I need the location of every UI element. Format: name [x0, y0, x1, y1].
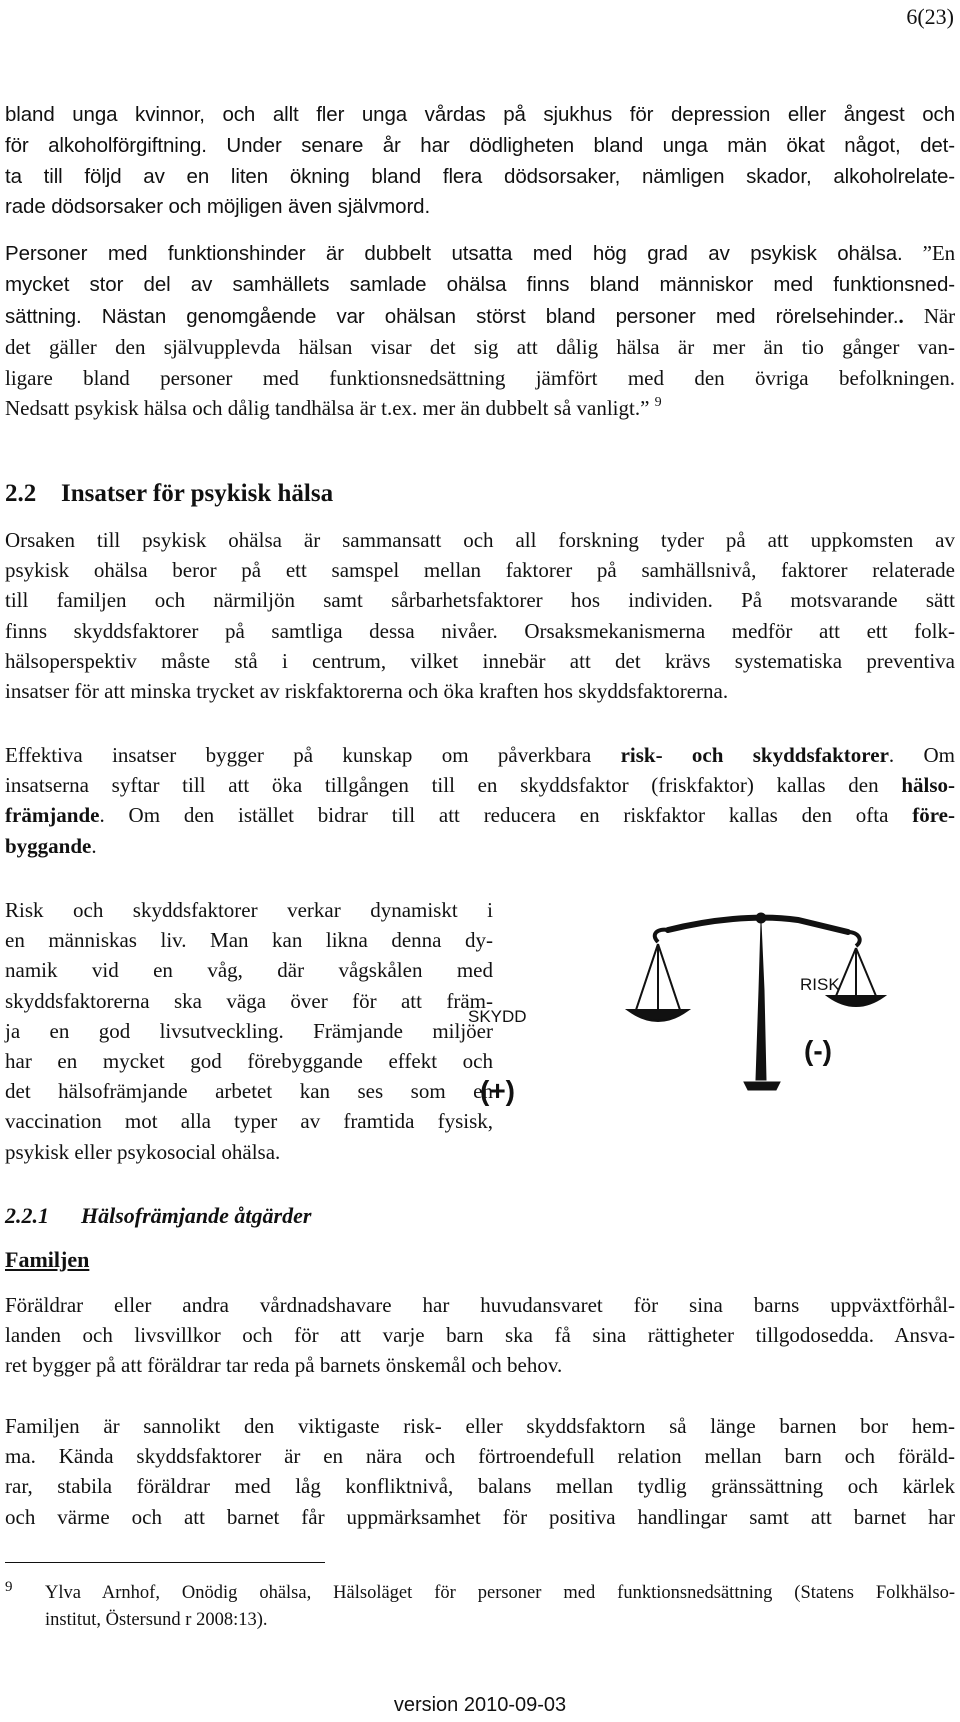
bold-period: .	[898, 303, 904, 328]
page-number: 6(23)	[906, 4, 954, 29]
text-line: en människas liv. Man kan likna denna dy-	[5, 928, 493, 953]
subsection-heading	[5, 1203, 311, 1229]
text-span: Nedsatt psykisk hälsa och dålig tandhälsa är t.ex. mer än dubbelt så vanligt.”	[5, 395, 650, 420]
text-line	[5, 301, 955, 333]
section-number: 2.2	[5, 480, 37, 507]
text-line: rar, stabila föräldrar med låg konfliktnivå, balans mellan tydlig gränssättning och kärlek	[5, 1474, 955, 1499]
balance-scale-icon	[628, 913, 884, 1090]
plus-sign: (+)	[480, 1075, 515, 1106]
risk-label: RISK	[800, 975, 840, 994]
text-span: Effektiva insatser bygger på kunskap om påverkbara	[5, 743, 621, 767]
text-line: Föräldrar eller andra vårdnadshavare har huvudansvaret för sina barns uppväxtförhål-	[5, 1293, 955, 1317]
text-line	[5, 831, 955, 861]
intro-paragraph	[5, 100, 955, 223]
text-span: Personer med funktionshinder är dubbelt utsatta med hög grad av psykisk ohälsa.	[5, 242, 903, 265]
bold-term: hälso-	[901, 773, 955, 798]
text-line: ma. Kända skyddsfaktorer är en nära och förtroendefull relation mellan barn och föräld-	[5, 1444, 955, 1469]
text-line: vaccination mot alla typer av framtida fysisk,	[5, 1109, 493, 1134]
text-line: hälsoperspektiv måste stå i centrum, vilket innebär att det krävs systematiska preventiva	[5, 648, 955, 673]
text-line: Orsaken till psykisk ohälsa är sammansatt och all forskning tyder på att uppkomsten av	[5, 528, 955, 552]
text-line: skyddsfaktorerna ska väga över för att främ-	[5, 988, 493, 1013]
footnote-text	[45, 1580, 955, 1634]
bold-term: byggande	[5, 833, 92, 858]
text-span: sättning. Nästan genomgående var ohälsan störst bland personer med rörelsehinder.	[5, 304, 899, 328]
text-line	[5, 800, 955, 830]
footnote-number: 9	[5, 1579, 13, 1595]
text-line: har en mycket god förebyggande effekt och	[5, 1049, 493, 1074]
text-line: finns skyddsfaktorer på samtliga dessa nivåer. Orsaksmekanismerna medför att ett folk-	[5, 618, 955, 643]
text-line: mycket stor del av samhällets samlade ohälsa finns bland människor med funktionsned-	[5, 272, 955, 296]
text-line: institut, Östersund r 2008:13).	[45, 1610, 268, 1630]
text-span: . Om	[888, 743, 955, 767]
text-span: När	[923, 303, 955, 328]
disability-paragraph	[5, 238, 955, 423]
text-line: insatser för att minska trycket av riskfaktorerna och öka kraften hos skyddsfaktorerna.	[5, 679, 729, 704]
text-line	[5, 740, 955, 770]
section-heading	[5, 480, 333, 508]
section-title: Insatser för psykisk hälsa	[61, 480, 334, 507]
text-line: Ylva Arnhof, Onödig ohälsa, Hälsoläget för personer med funktionsnedsättning (Statens Folkhälso-	[45, 1583, 955, 1603]
footnote-ref: 9	[654, 394, 662, 410]
text-line: och värme och att barnet får uppmärksamhet för positiva handlingar samt att barnet har	[5, 1504, 955, 1529]
familjen-paragraph-2	[5, 1411, 955, 1532]
text-line: det gäller den självupplevda hälsan visar det sig att dålig hälsa är mer än tio gånger van-	[5, 335, 955, 360]
text-line: psykisk eller psykosocial ohälsa.	[5, 1139, 281, 1164]
text-line: för alkoholförgiftning. Under senare år har dödligheten bland unga män ökat något, det-	[5, 133, 955, 157]
balance-scale-figure	[468, 910, 948, 1130]
bold-term: främjande	[5, 803, 100, 828]
text-line: ta till följd av en liten ökning bland flera dödsorsaker, nämligen skador, alkoholrelate-	[5, 164, 955, 188]
text-span: insatserna syftar till att öka tillgången till en skyddsfaktor (friskfaktor) kallas den	[5, 773, 902, 798]
text-line	[5, 770, 955, 800]
text-line: rade dödsorsaker och möjligen även självmord.	[5, 195, 431, 219]
text-line: till familjen och närmiljön samt sårbarhetsfaktorer hos individen. På motsvarande sätt	[5, 588, 955, 613]
text-line: Familjen är sannolikt den viktigaste risk- eller skyddsfaktorn så länge barnen bor hem-	[5, 1414, 955, 1438]
insatser-paragraph-2	[5, 740, 955, 861]
page-footer: version 2010-09-03	[393, 1694, 567, 1716]
text-span: ”En	[902, 241, 956, 265]
text-line	[5, 393, 955, 423]
text-line: namik vid en våg, där vågskålen med	[5, 958, 493, 983]
familjen-paragraph-1	[5, 1290, 955, 1381]
text-line: ja en god livsutveckling. Främjande miljöer	[5, 1018, 493, 1043]
text-line: bland unga kvinnor, och allt fler unga vårdas på sjukhus för depression eller ångest och	[5, 103, 955, 126]
bold-term: risk- och skyddsfaktorer	[620, 743, 889, 767]
familjen-heading: Familjen	[5, 1247, 90, 1272]
text-span: .	[91, 833, 97, 858]
text-line: landen och livsvillkor och för att varje barn ska få sina rättigheter tillgodosedda. Ansva-	[5, 1323, 955, 1348]
minus-sign: (-)	[804, 1035, 832, 1066]
text-line	[5, 238, 955, 270]
subsection-title: Hälsofrämjande åtgärder	[81, 1203, 312, 1228]
text-line: psykisk ohälsa beror på ett samspel mellan faktorer på samhällsnivå, faktorer relaterade	[5, 558, 955, 583]
text-line: det hälsofrämjande arbetet kan ses som en	[5, 1079, 493, 1104]
insatser-paragraph-3	[5, 895, 493, 1167]
subsection-number: 2.2.1	[5, 1203, 49, 1228]
insatser-paragraph-1	[5, 525, 955, 706]
bold-term: före-	[912, 803, 955, 828]
text-line: ligare bland personer med funktionsnedsättning jämfört med den övriga befolkningen.	[5, 365, 955, 390]
footnote-divider	[5, 1562, 325, 1563]
skydd-label: SKYDD	[468, 1007, 527, 1026]
text-line: ret bygger på att föräldrar tar reda på barnets önskemål och behov.	[5, 1353, 563, 1378]
text-span: . Om den istället bidrar till att reducera en riskfaktor kallas den ofta	[99, 803, 913, 828]
text-line: Risk och skyddsfaktorer verkar dynamiskt i	[5, 898, 493, 922]
